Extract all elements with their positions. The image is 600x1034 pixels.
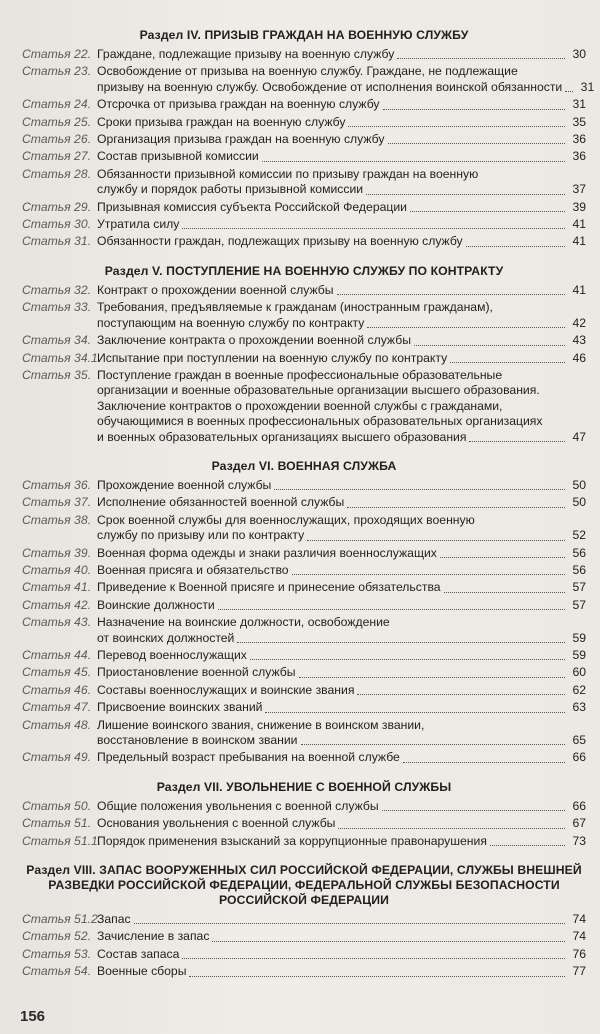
toc-section bbox=[22, 459, 586, 766]
dot-leader bbox=[410, 211, 565, 212]
page-ref[interactable]: 50 bbox=[572, 495, 586, 510]
article-title-line: Приостановление военной службы bbox=[97, 665, 296, 680]
page-ref[interactable]: 63 bbox=[572, 700, 586, 715]
article-label: Статья 50. bbox=[22, 798, 91, 813]
dot-leader bbox=[292, 574, 565, 575]
dot-leader bbox=[237, 642, 565, 643]
dot-leader bbox=[182, 958, 565, 959]
page-ref[interactable]: 36 bbox=[572, 149, 586, 164]
article-title bbox=[97, 234, 586, 249]
article-title bbox=[97, 546, 586, 561]
article-title-last-line bbox=[97, 200, 586, 215]
article-title bbox=[97, 816, 586, 831]
article-title-line: Испытание при поступлении на военную службу по контракту bbox=[97, 350, 448, 365]
article-title-line: поступающим на военную службу по контракту bbox=[97, 315, 365, 330]
page-ref[interactable]: 30 bbox=[572, 47, 586, 61]
toc-entry[interactable] bbox=[22, 234, 586, 249]
article-title-line: Освобождение от призыва на военную службу. Граждане, не подлежащие bbox=[97, 64, 518, 79]
article-title bbox=[97, 912, 586, 927]
article-title-last-line bbox=[97, 563, 586, 578]
article-title-last-line bbox=[97, 964, 586, 979]
toc-entry[interactable] bbox=[22, 149, 586, 164]
dot-leader bbox=[265, 712, 565, 713]
article-title-last-line bbox=[97, 631, 586, 646]
page-ref[interactable]: 77 bbox=[572, 964, 586, 979]
article-title-line: восстановление в воинском звании bbox=[97, 733, 298, 748]
toc-entry[interactable] bbox=[22, 478, 586, 493]
article-label: Статья 32. bbox=[22, 282, 91, 297]
article-title bbox=[97, 947, 586, 962]
page-ref[interactable]: 57 bbox=[572, 597, 586, 612]
dot-leader bbox=[134, 923, 565, 924]
article-title-line: Перевод военнослужащих bbox=[97, 648, 247, 662]
article-title-line: Граждане, подлежащие призыву на военную службу bbox=[97, 47, 395, 61]
article-title-last-line bbox=[97, 495, 586, 510]
dot-leader bbox=[367, 327, 565, 328]
toc-entry[interactable] bbox=[22, 598, 586, 613]
toc-entry[interactable] bbox=[22, 495, 586, 510]
article-title-line: Лишение воинского звания, снижение в воинском звании, bbox=[97, 717, 425, 732]
toc-entry[interactable] bbox=[22, 513, 586, 544]
article-label: Статья 52. bbox=[22, 929, 91, 944]
toc-section bbox=[22, 264, 586, 445]
toc-entry[interactable] bbox=[22, 283, 586, 298]
article-title bbox=[97, 513, 586, 544]
article-label: Статья 36. bbox=[22, 477, 91, 492]
article-title-line: Составы военнослужащих и воинские звания bbox=[97, 682, 355, 697]
toc-entry[interactable] bbox=[22, 947, 586, 962]
article-title bbox=[97, 47, 586, 62]
dot-leader bbox=[301, 744, 566, 745]
article-title-line: Присвоение воинских званий bbox=[97, 700, 263, 715]
article-title-line: Обязанности граждан, подлежащих призыву на военную службу bbox=[97, 234, 463, 249]
toc-entry[interactable] bbox=[22, 368, 586, 445]
article-title-last-line bbox=[97, 351, 586, 366]
article-title bbox=[97, 368, 586, 445]
article-title bbox=[97, 929, 586, 944]
article-title-last-line bbox=[97, 97, 586, 112]
article-title-line: Приведение к Военной присяге и принесение обязательства bbox=[97, 580, 441, 595]
article-label: Статья 40. bbox=[22, 562, 91, 577]
article-label: Статья 49. bbox=[22, 750, 91, 765]
page-ref[interactable]: 74 bbox=[572, 912, 586, 927]
page-ref[interactable]: 42 bbox=[572, 315, 586, 330]
toc-entry[interactable] bbox=[22, 683, 586, 698]
page-ref[interactable]: 67 bbox=[572, 816, 586, 831]
page-ref[interactable]: 35 bbox=[572, 114, 586, 129]
page-ref[interactable]: 36 bbox=[572, 132, 586, 147]
toc-entry[interactable] bbox=[22, 333, 586, 348]
toc-entry[interactable] bbox=[22, 115, 586, 130]
article-label: Статья 33. bbox=[22, 300, 91, 315]
article-title bbox=[97, 563, 586, 578]
dot-leader bbox=[490, 845, 565, 846]
article-label: Статья 29. bbox=[22, 199, 91, 214]
article-label: Статья 39. bbox=[22, 545, 91, 560]
article-title bbox=[97, 580, 586, 595]
dot-leader bbox=[218, 609, 565, 610]
article-title-last-line bbox=[97, 947, 586, 962]
article-title-last-line bbox=[97, 149, 586, 164]
toc-entry[interactable] bbox=[22, 97, 586, 112]
article-title-line: Запас bbox=[97, 912, 131, 927]
article-title-line: Состав запаса bbox=[97, 946, 180, 961]
article-label: Статья 27. bbox=[22, 149, 91, 164]
article-title bbox=[97, 648, 586, 663]
article-title-line: от воинских должностей bbox=[97, 630, 235, 645]
article-title-line: службу и порядок работы призывной комиссии bbox=[97, 182, 364, 197]
article-title bbox=[97, 333, 586, 348]
article-label: Статья 41. bbox=[22, 580, 91, 595]
dot-leader bbox=[450, 362, 565, 363]
page-ref[interactable]: 60 bbox=[572, 665, 586, 680]
article-title bbox=[97, 700, 586, 715]
article-title-line: Поступление граждан в военные профессиональные образовательные bbox=[97, 367, 503, 382]
toc-entry[interactable] bbox=[22, 580, 586, 595]
article-title bbox=[97, 351, 586, 366]
article-label: Статья 31. bbox=[22, 234, 91, 249]
article-label: Статья 34.1. bbox=[22, 350, 102, 365]
page-ref[interactable]: 41 bbox=[572, 282, 586, 297]
article-title bbox=[97, 283, 586, 298]
page-ref[interactable]: 37 bbox=[572, 182, 586, 197]
article-title-line: Воинские должности bbox=[97, 597, 215, 612]
article-title-last-line bbox=[97, 234, 586, 249]
page-ref[interactable]: 41 bbox=[572, 217, 586, 232]
toc-entry[interactable] bbox=[22, 167, 586, 198]
article-title bbox=[97, 478, 586, 493]
toc-entry[interactable] bbox=[22, 648, 586, 663]
article-title bbox=[97, 799, 586, 814]
article-label: Статья 51.1. bbox=[22, 833, 102, 848]
toc-entry[interactable] bbox=[22, 912, 586, 927]
toc-section bbox=[22, 863, 586, 980]
dot-leader bbox=[348, 126, 565, 127]
dot-leader bbox=[262, 161, 565, 162]
article-title-line: организации и военные образовательные организации высшего образования. bbox=[97, 383, 540, 398]
dot-leader bbox=[212, 941, 565, 942]
article-label: Статья 30. bbox=[22, 217, 91, 232]
article-title-line: Организация призыва граждан на военную службу bbox=[97, 132, 385, 147]
page-ref[interactable]: 62 bbox=[572, 682, 586, 697]
article-title bbox=[97, 217, 586, 232]
toc-section bbox=[22, 28, 595, 250]
page-ref[interactable]: 65 bbox=[572, 733, 586, 748]
toc-section bbox=[22, 780, 586, 849]
toc-entry[interactable] bbox=[22, 718, 586, 749]
dot-leader bbox=[347, 507, 565, 508]
article-title-last-line bbox=[97, 333, 586, 348]
article-label: Статья 54. bbox=[22, 964, 91, 979]
article-title bbox=[97, 964, 586, 979]
page-ref[interactable]: 41 bbox=[572, 234, 586, 249]
dot-leader bbox=[444, 592, 565, 593]
section-title: Раздел V. ПОСТУПЛЕНИЕ НА ВОЕННУЮ СЛУЖБУ ПО КОНТРАКТУ bbox=[104, 263, 504, 278]
toc-entry[interactable] bbox=[22, 300, 586, 331]
article-title-line: Требования, предъявляемые к гражданам (иностранным гражданам), bbox=[97, 300, 493, 315]
dot-leader bbox=[388, 143, 566, 144]
dot-leader bbox=[403, 762, 565, 763]
dot-leader bbox=[189, 976, 565, 977]
dot-leader bbox=[366, 194, 565, 195]
article-label: Статья 43. bbox=[22, 615, 91, 630]
article-title bbox=[97, 64, 594, 95]
article-label: Статья 23. bbox=[22, 64, 91, 79]
article-title-last-line bbox=[97, 115, 586, 130]
page-ref[interactable]: 39 bbox=[572, 199, 586, 214]
article-title-last-line bbox=[97, 217, 586, 232]
article-label: Статья 38. bbox=[22, 512, 91, 527]
article-label: Статья 46. bbox=[22, 682, 91, 697]
article-title-line: Прохождение военной службы bbox=[97, 477, 272, 492]
article-title bbox=[97, 598, 586, 613]
article-title-last-line bbox=[97, 750, 586, 765]
article-title-last-line bbox=[97, 733, 586, 748]
article-title-last-line bbox=[97, 598, 586, 613]
article-label: Статья 26. bbox=[22, 132, 91, 147]
article-label: Статья 45. bbox=[22, 665, 91, 680]
article-title bbox=[97, 718, 586, 749]
dot-leader bbox=[414, 345, 565, 346]
article-title-line: Обязанности призывной комиссии по призыву граждан на военную bbox=[97, 166, 479, 181]
dot-leader bbox=[357, 694, 565, 695]
page-ref[interactable]: 46 bbox=[572, 350, 586, 365]
dot-leader bbox=[299, 677, 565, 678]
dot-leader bbox=[338, 828, 565, 829]
article-title-line: службу по призыву или по контракту bbox=[97, 528, 305, 543]
article-title-last-line bbox=[97, 834, 586, 849]
article-title-last-line bbox=[97, 648, 586, 663]
toc-entry[interactable] bbox=[22, 700, 586, 715]
dot-leader bbox=[182, 228, 565, 229]
page-ref[interactable]: 66 bbox=[572, 750, 586, 765]
article-title-last-line bbox=[97, 665, 586, 680]
toc-entry[interactable] bbox=[22, 132, 586, 147]
article-title-line: Основания увольнения с военной службы bbox=[97, 816, 336, 831]
toc-entry[interactable] bbox=[22, 964, 586, 979]
article-label: Статья 51.2. bbox=[22, 912, 102, 927]
article-title-last-line bbox=[97, 912, 586, 927]
article-title bbox=[97, 300, 586, 331]
toc-entry[interactable] bbox=[22, 64, 595, 95]
article-label: Статья 34. bbox=[22, 333, 91, 348]
dot-leader bbox=[466, 246, 565, 247]
article-title-line: Состав призывной комиссии bbox=[97, 149, 259, 164]
article-label: Статья 53. bbox=[22, 946, 91, 961]
toc-entry[interactable] bbox=[22, 47, 586, 62]
article-label: Статья 35. bbox=[22, 367, 91, 382]
article-title-last-line bbox=[97, 132, 586, 147]
article-title-last-line bbox=[97, 478, 586, 493]
article-title-last-line bbox=[97, 528, 586, 543]
article-title-last-line bbox=[97, 283, 586, 298]
toc-entry[interactable] bbox=[22, 563, 586, 578]
toc-entry[interactable] bbox=[22, 816, 586, 831]
article-title bbox=[97, 683, 586, 698]
article-label: Статья 22. bbox=[22, 47, 91, 61]
dot-leader bbox=[382, 810, 565, 811]
article-title-line: Военные сборы bbox=[97, 964, 187, 979]
page-ref[interactable]: 57 bbox=[572, 580, 586, 595]
dot-leader bbox=[274, 489, 565, 490]
toc-entry[interactable] bbox=[22, 799, 586, 814]
article-title-line: призыву на военную службу. Освобождение от исполнения воинской обязанности bbox=[97, 79, 563, 94]
article-title bbox=[97, 97, 586, 112]
page-ref[interactable]: 73 bbox=[572, 833, 586, 848]
section-title: Раздел VI. ВОЕННАЯ СЛУЖБА bbox=[211, 458, 397, 473]
article-title-line: Контракт о прохождении военной службы bbox=[97, 282, 334, 297]
toc-entry[interactable] bbox=[22, 351, 586, 366]
article-title-last-line bbox=[97, 80, 594, 95]
article-title-last-line bbox=[97, 700, 586, 715]
article-title-line: Назначение на воинские должности, освобождение bbox=[97, 615, 390, 630]
toc-entry[interactable] bbox=[22, 217, 586, 232]
article-title bbox=[97, 149, 586, 164]
article-title-line: Отсрочка от призыва граждан на военную службу bbox=[97, 97, 380, 112]
dot-leader bbox=[469, 441, 565, 442]
section-title: Раздел IV. ПРИЗЫВ ГРАЖДАН НА ВОЕННУЮ СЛУЖБУ bbox=[139, 28, 469, 42]
dot-leader bbox=[337, 294, 565, 295]
toc-container bbox=[22, 28, 595, 980]
page-ref[interactable]: 31 bbox=[572, 97, 586, 112]
dot-leader bbox=[397, 58, 565, 59]
article-title-line: Исполнение обязанностей военной службы bbox=[97, 495, 345, 510]
article-title-line: Призывная комиссия субъекта Российской Федерации bbox=[97, 199, 407, 214]
article-label: Статья 37. bbox=[22, 495, 91, 510]
article-label: Статья 28. bbox=[22, 166, 91, 181]
article-title-last-line bbox=[97, 816, 586, 831]
article-title-line: и военных образовательных организациях высшего образования bbox=[97, 429, 467, 444]
dot-leader bbox=[383, 109, 566, 110]
article-title-line: Военная форма одежды и знаки различия военнослужащих bbox=[97, 545, 437, 560]
article-title-line: Предельный возраст пребывания на военной службе bbox=[97, 750, 400, 765]
toc-entry[interactable] bbox=[22, 615, 586, 646]
dot-leader bbox=[250, 659, 565, 660]
toc-entry[interactable] bbox=[22, 546, 586, 561]
article-title-last-line bbox=[97, 182, 586, 197]
toc-entry[interactable] bbox=[22, 665, 586, 680]
article-title bbox=[97, 834, 586, 849]
article-title bbox=[97, 167, 586, 198]
article-title bbox=[97, 132, 586, 147]
article-title-last-line bbox=[97, 683, 586, 698]
page-ref[interactable]: 47 bbox=[572, 429, 586, 444]
toc-entry[interactable] bbox=[22, 200, 586, 215]
article-label: Статья 51. bbox=[22, 816, 91, 831]
article-title-line: Общие положения увольнения с военной службы bbox=[97, 798, 379, 813]
article-title-line: Заключение контракта о прохождении военной службы bbox=[97, 333, 411, 348]
toc-entry[interactable] bbox=[22, 929, 586, 944]
article-title-last-line bbox=[97, 929, 586, 944]
section-title: Раздел VII. УВОЛЬНЕНИЕ С ВОЕННОЙ СЛУЖБЫ bbox=[156, 779, 452, 794]
article-label: Статья 24. bbox=[22, 97, 91, 112]
article-title-last-line bbox=[97, 546, 586, 561]
article-title bbox=[97, 665, 586, 680]
article-title-line: Утратила силу bbox=[97, 217, 180, 232]
article-title-last-line bbox=[97, 799, 586, 814]
article-title-line: обучающимися в военных профессиональных образовательных организациях bbox=[97, 414, 543, 429]
article-label: Статья 47. bbox=[22, 700, 91, 715]
article-title-last-line bbox=[97, 316, 586, 331]
page-ref[interactable]: 56 bbox=[572, 562, 586, 577]
article-label: Статья 42. bbox=[22, 597, 91, 612]
article-title bbox=[97, 615, 586, 646]
page-ref[interactable]: 76 bbox=[572, 946, 586, 961]
page-ref[interactable]: 56 bbox=[572, 545, 586, 560]
toc-entry[interactable] bbox=[22, 750, 586, 765]
dot-leader bbox=[565, 91, 573, 92]
article-label: Статья 44. bbox=[22, 648, 91, 662]
page-ref[interactable]: 66 bbox=[572, 798, 586, 813]
article-title-line: Заключение контрактов о прохождении военной службы с гражданами, bbox=[97, 398, 503, 413]
page-ref[interactable]: 74 bbox=[572, 929, 586, 944]
dot-leader bbox=[440, 557, 565, 558]
article-title-line: Военная присяга и обязательство bbox=[97, 562, 289, 577]
article-title bbox=[97, 200, 586, 215]
page-ref[interactable]: 52 bbox=[572, 528, 586, 543]
page-ref[interactable]: 50 bbox=[572, 477, 586, 492]
page-ref[interactable]: 43 bbox=[572, 333, 586, 348]
section-title: Раздел VIII. ЗАПАС ВООРУЖЕННЫХ СИЛ РОССИЙСКОЙ ФЕДЕРАЦИИ, СЛУЖБЫ ВНЕШНЕЙ РАЗВЕДКИ РОССИЙСКОЙ ФЕДЕРАЦИИ, ФЕДЕРАЛЬНОЙ СЛУЖБЫ БЕЗОПАСНОСТИ РОССИЙСКОЙ ФЕДЕРАЦИИ bbox=[26, 863, 582, 908]
article-title-last-line bbox=[97, 47, 586, 62]
page-ref[interactable]: 59 bbox=[572, 630, 586, 645]
article-title-last-line bbox=[97, 430, 586, 445]
toc-entry[interactable] bbox=[22, 834, 586, 849]
page-ref[interactable]: 59 bbox=[572, 648, 586, 662]
dot-leader bbox=[307, 540, 565, 541]
article-title bbox=[97, 750, 586, 765]
article-label: Статья 48. bbox=[22, 717, 91, 732]
article-label: Статья 25. bbox=[22, 114, 91, 129]
page-number: 156 bbox=[20, 1008, 46, 1025]
article-title bbox=[97, 115, 586, 130]
article-title-line: Зачисление в запас bbox=[97, 929, 210, 944]
article-title-line: Сроки призыва граждан на военную службу bbox=[97, 114, 346, 129]
article-title-line: Порядок применения взысканий за коррупционные правонарушения bbox=[97, 833, 487, 848]
article-title-line: Срок военной службы для военнослужащих, проходящих военную bbox=[97, 512, 475, 527]
article-title-last-line bbox=[97, 580, 586, 595]
article-title bbox=[97, 495, 586, 510]
page-ref[interactable]: 31 bbox=[580, 79, 595, 94]
